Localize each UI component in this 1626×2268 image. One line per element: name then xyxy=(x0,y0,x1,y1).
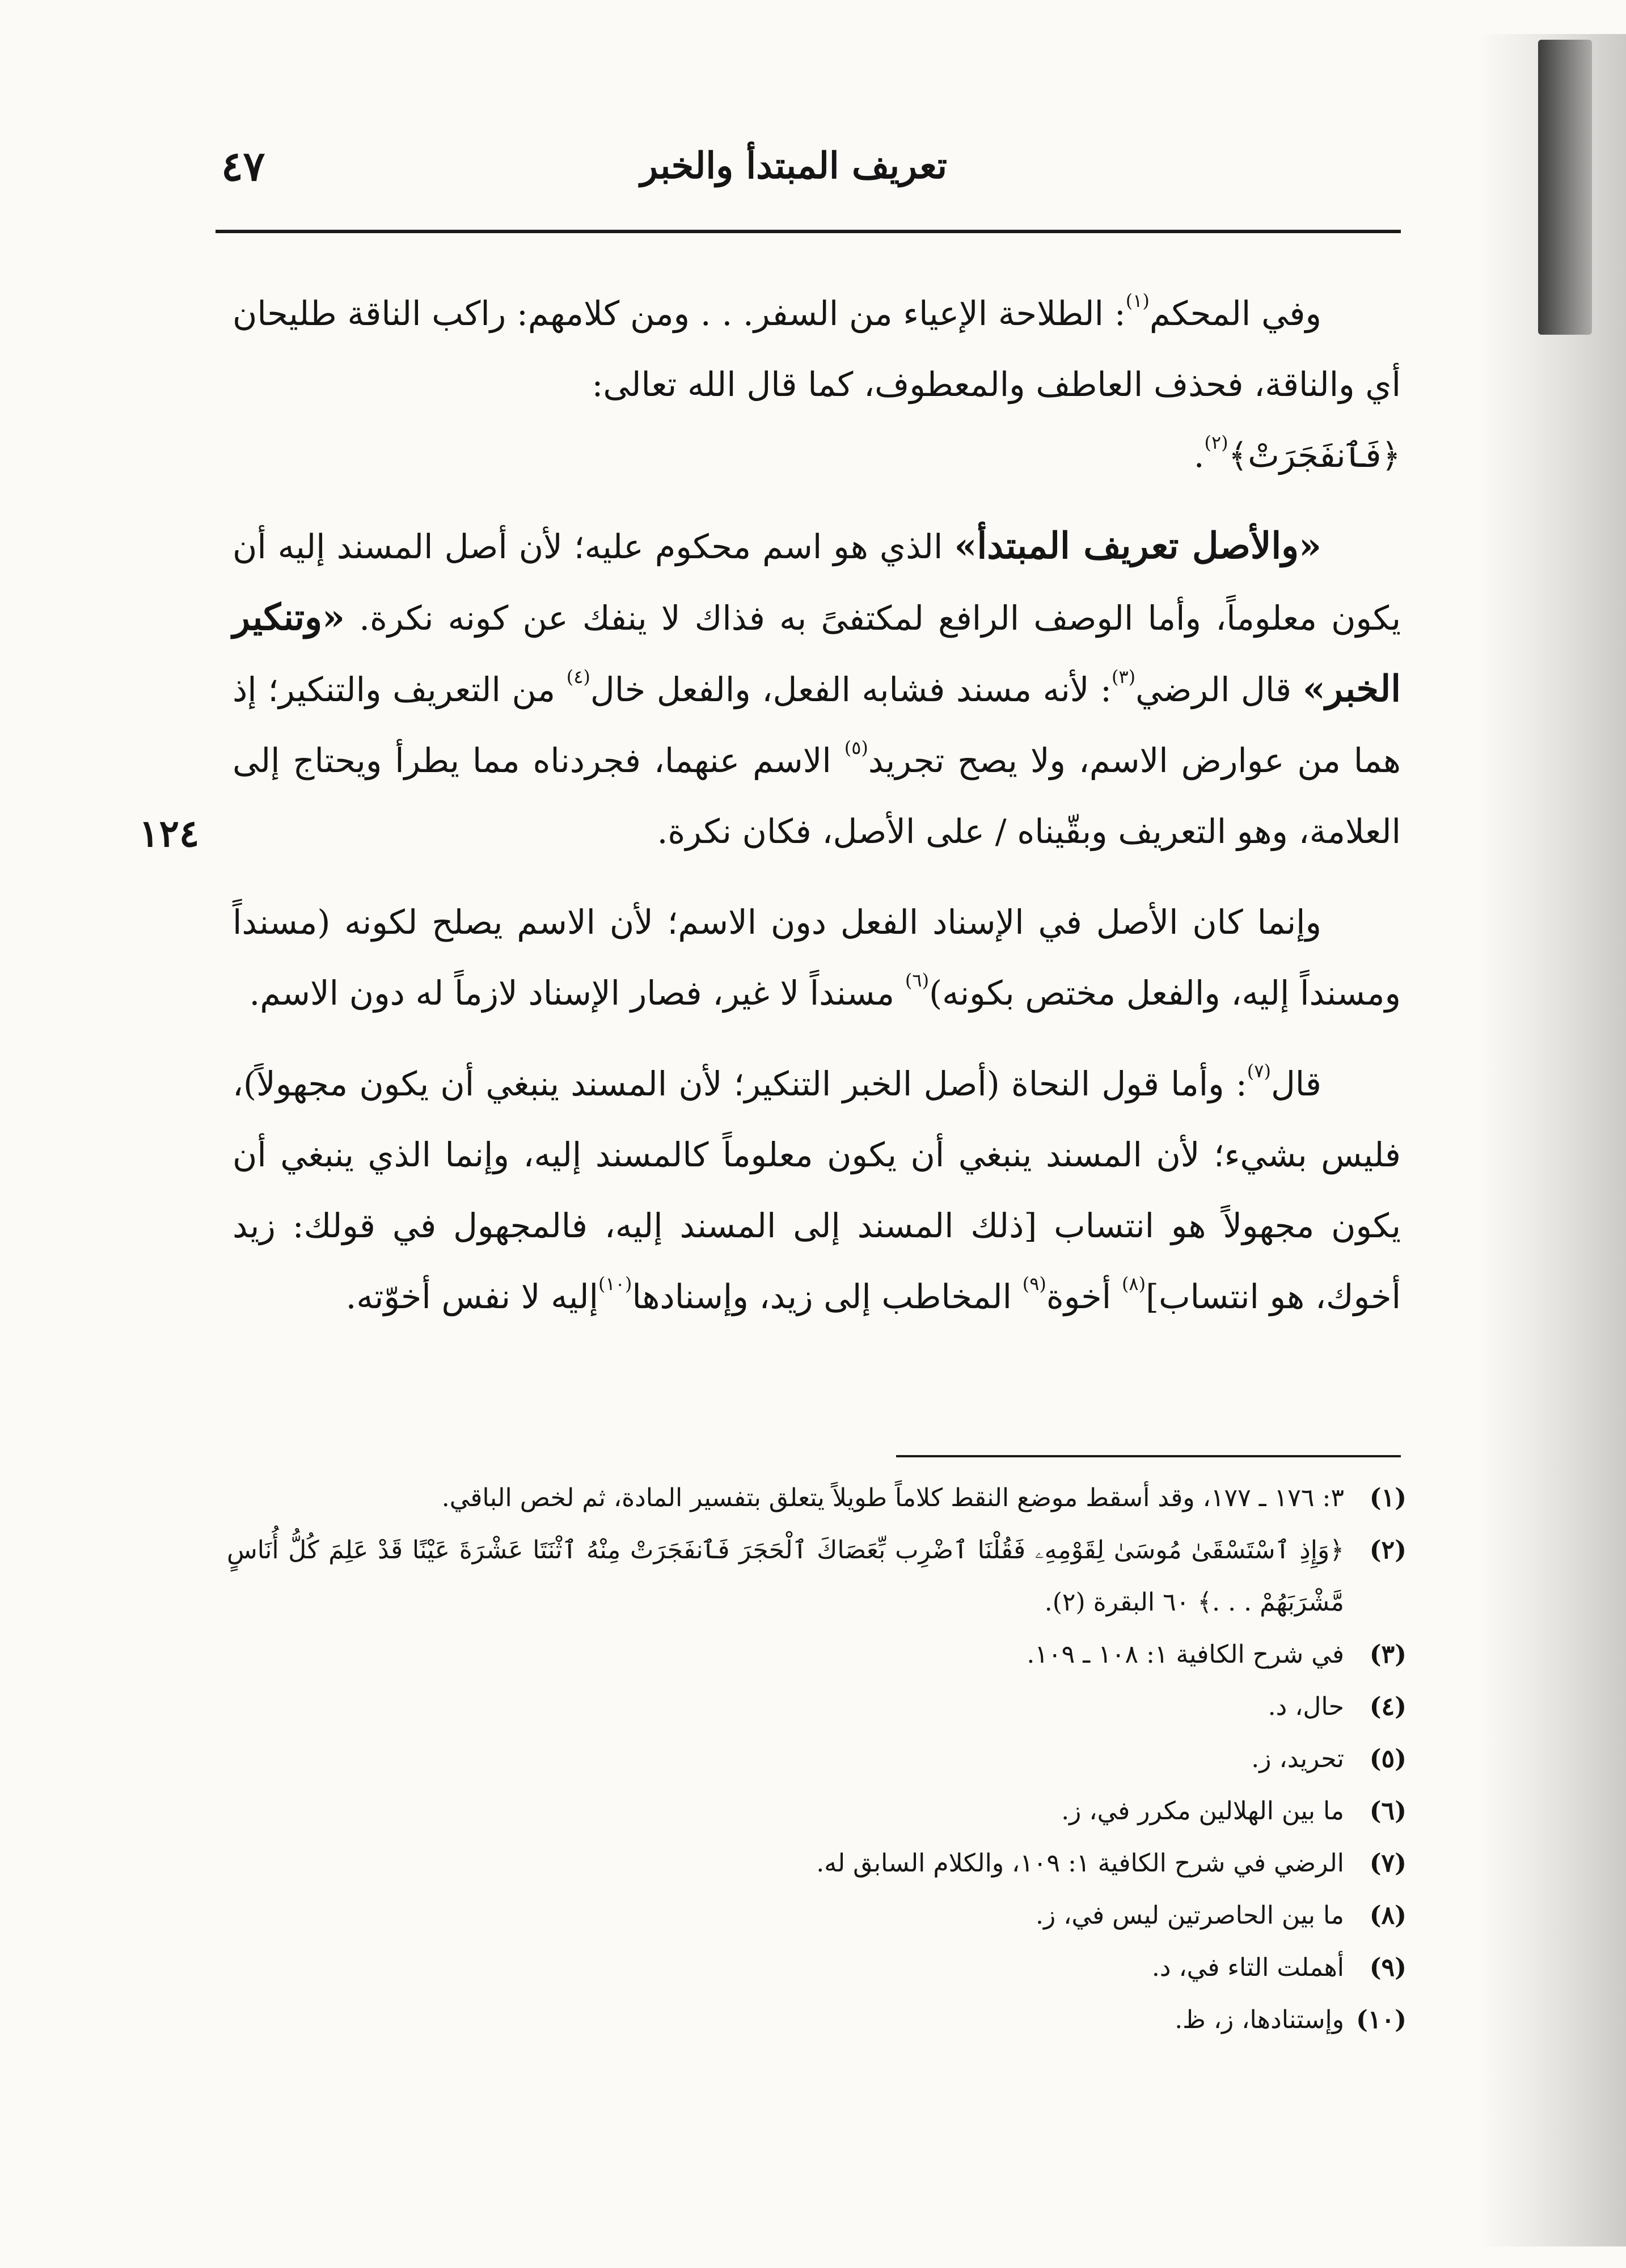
footnote-text: ﴿وَإِذِ ٱسْتَسْقَىٰ مُوسَىٰ لِقَوْمِهِۦ فَقُلْنَا ٱضْرِب بِّعَصَاكَ ٱلْحَجَرَ فَٱنفَجَرَتْ مِنْهُ ٱثْنَتَا عَشْرَةَ عَيْنًا قَدْ عَلِمَ كُلُّ أُنَاسٍ مَّشْرَبَهُمْ . . .﴾ ٦٠ البقرة (٢). xyxy=(227,1536,1344,1617)
paragraph-2 xyxy=(233,511,1401,867)
footnote-item xyxy=(227,1629,1407,1681)
footnote-number: (٧) xyxy=(1369,1849,1407,1878)
paragraph-text: الذي هو اسم محكوم عليه؛ لأن أصل المسند إليه أن يكون معلوماً، وأما الوصف الرافع لمكتفىً به فذاك لا ينفك عن كونه نكرة. xyxy=(233,527,1401,638)
footnotes xyxy=(227,1472,1407,2046)
paragraph-text: : لأنه مسند فشابه الفعل، والفعل خال xyxy=(590,670,1112,709)
quran-quote xyxy=(233,420,1401,491)
footnote-text: أهملت التاء في، د. xyxy=(1151,1953,1344,1982)
footnote-ref: (٩) xyxy=(1022,1273,1046,1295)
paragraph-text: قال xyxy=(1270,1064,1321,1103)
paragraph-3 xyxy=(233,887,1401,1028)
footnote-text: ٣: ١٧٦ ـ ١٧٧، وقد أسقط موضع النقط كلاماً طويلاً يتعلق بتفسير المادة، ثم لخص الباقي. xyxy=(441,1483,1344,1512)
footnote-number: (١٠) xyxy=(1356,2005,1407,2034)
footnote-number: (٥) xyxy=(1369,1744,1407,1773)
paragraph-text: من التعريف والتنكير؛ إذ هما من عوارض الاسم، ولا يصح تجريد xyxy=(233,670,1401,780)
quran-quote-text: ﴿فَٱنفَجَرَتْ﴾ xyxy=(1228,436,1401,475)
footnote-number: (١) xyxy=(1369,1483,1407,1512)
footnote-ref: (١٠) xyxy=(598,1273,632,1295)
paragraph-text: إليه لا نفس أخوّته. xyxy=(345,1277,598,1316)
footnote-item xyxy=(227,1524,1407,1629)
footnote-ref: (٥) xyxy=(844,737,868,758)
footnote-text: حال، د. xyxy=(1268,1692,1344,1721)
main-text xyxy=(233,278,1401,1352)
footnote-ref: (٢) xyxy=(1204,432,1228,453)
footnote-item xyxy=(227,1733,1407,1785)
page-number: ٤٧ xyxy=(221,142,265,190)
paragraph-text: وإنما كان الأصل في الإسناد الفعل دون الاسم؛ لأن الاسم يصلح لكونه (مسنداً ومسنداً إليه، والفعل مختص بكونه) xyxy=(233,903,1401,1013)
footnote-item xyxy=(227,1942,1407,1994)
paragraph-text: وفي المحكم xyxy=(1149,294,1321,333)
footnote-number: (٦) xyxy=(1369,1797,1407,1826)
footnote-ref: (٤) xyxy=(566,666,590,688)
bold-lead-phrase: «والأصل تعريف المبتدأ» xyxy=(954,525,1321,567)
footnote-item xyxy=(227,1994,1407,2046)
footnote-item xyxy=(227,1837,1407,1890)
footnote-number: (٣) xyxy=(1369,1640,1407,1669)
scanned-binding-shadow xyxy=(1538,40,1592,335)
footnote-item xyxy=(227,1785,1407,1837)
footnote-ref: (٣) xyxy=(1112,666,1136,688)
manuscript-folio-marker: ١٢٤ xyxy=(139,811,200,855)
footnote-number: (٤) xyxy=(1369,1692,1407,1721)
footnote-text: الرضي في شرح الكافية ١: ١٠٩، والكلام السابق له. xyxy=(816,1849,1344,1878)
paragraph-1 xyxy=(233,278,1401,491)
footnote-ref: (١) xyxy=(1125,290,1150,311)
running-header xyxy=(216,133,1401,233)
footnote-ref: (٦) xyxy=(905,969,930,991)
footnote-text: في شرح الكافية ١: ١٠٨ ـ ١٠٩. xyxy=(1027,1640,1344,1669)
bold-lead-phrase: «وتنكير الخبر» xyxy=(233,596,1401,710)
footnote-text: تحريد، ز. xyxy=(1251,1744,1344,1773)
footnote-ref: (٨) xyxy=(1121,1273,1146,1295)
footnote-number: (٨) xyxy=(1369,1901,1407,1930)
running-header-title: تعريف المبتدأ والخبر xyxy=(640,145,947,187)
paragraph-text: مسنداً لا غير، فصار الإسناد لازماً له دون الاسم. xyxy=(249,973,895,1013)
footnote-text: وإستنادها، ز، ظ. xyxy=(1175,2005,1344,2034)
paragraph-4 xyxy=(233,1048,1401,1332)
scanned-page-edge-shadow xyxy=(1479,34,1626,2246)
footnote-item xyxy=(227,1890,1407,1942)
footnote-item xyxy=(227,1472,1407,1524)
footnote-number: (٩) xyxy=(1369,1953,1407,1982)
footnote-separator xyxy=(896,1455,1401,1457)
paragraph-text: : الطلاحة الإعياء من السفر. . . ومن كلامهم: راكب الناقة طليحان أي والناقة، فحذف العاطف والمعطوف، كما قال الله تعالى: xyxy=(233,294,1401,404)
paragraph-text: المخاطب إلى زيد، وإسنادها xyxy=(632,1277,1012,1316)
paragraph-text: قال الرضي xyxy=(1135,670,1292,709)
footnote-ref: (٧) xyxy=(1247,1060,1271,1082)
paragraph-text: : وأما قول النحاة (أصل الخبر التنكير؛ لأن المسند ينبغي أن يكون مجهولاً)، فليس بشيء؛ لأن المسند ينبغي أن يكون معلوماً كالمسند إليه، وإنما الذي ينبغي أن يكون مجهولاً هو انتساب [ذلك المسند إلى المسند إليه، فالمجهول في قولك: زيد أخوك، هو انتساب] xyxy=(233,1064,1401,1316)
footnote-text: ما بين الهلالين مكرر في، ز. xyxy=(1061,1797,1344,1826)
footnote-text: ما بين الحاصرتين ليس في، ز. xyxy=(1036,1901,1344,1930)
paragraph-text: الاسم عنهما، فجردناه مما يطرأ ويحتاج إلى العلامة، وهو التعريف وبقّيناه / على الأصل، فكان نكرة. xyxy=(233,741,1401,851)
footnote-number: (٢) xyxy=(1369,1536,1407,1565)
footnote-item xyxy=(227,1681,1407,1733)
paragraph-text: أخوة xyxy=(1046,1277,1112,1316)
paragraph-text: . xyxy=(1193,436,1205,475)
